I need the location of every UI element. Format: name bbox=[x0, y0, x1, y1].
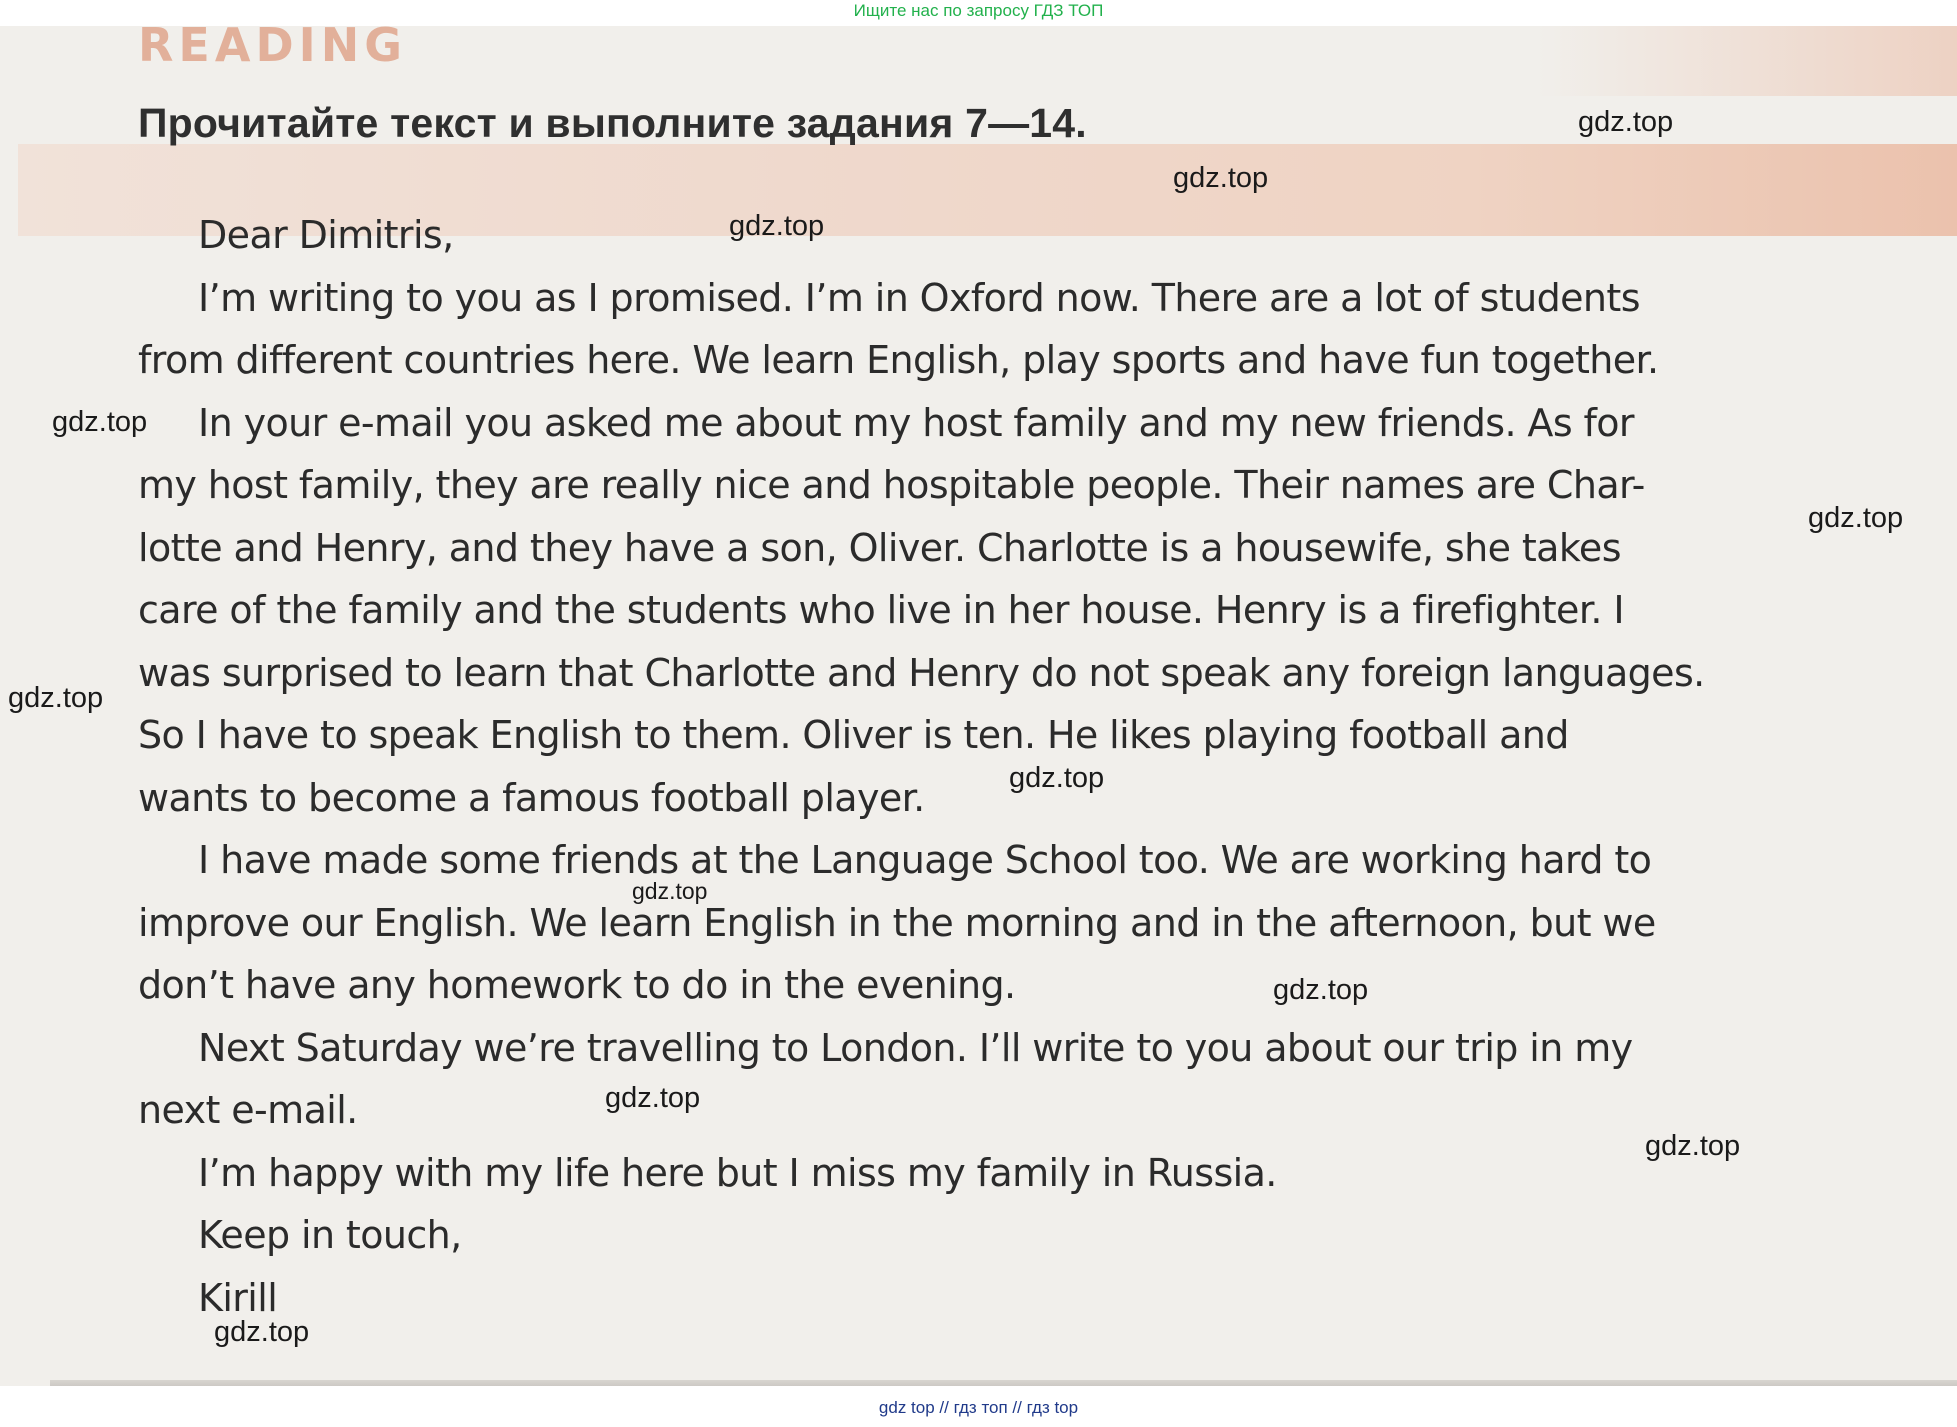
letter-line: So I have to speak English to them. Oliver is ten. He likes playing football and bbox=[138, 713, 1569, 757]
watermark: gdz.top bbox=[1645, 1130, 1741, 1162]
watermark: gdz.top bbox=[1273, 974, 1369, 1006]
page-bottom-rule bbox=[50, 1380, 1957, 1386]
letter-signature: Kirill bbox=[198, 1275, 278, 1320]
letter-line: I’m happy with my life here but I miss my family in Russia. bbox=[198, 1150, 1277, 1195]
watermark: gdz.top bbox=[729, 210, 825, 242]
letter-line: I have made some friends at the Language School too. We are working hard to bbox=[198, 838, 1652, 882]
footer-watermark: gdz top // гдз топ // гдз top bbox=[878, 1398, 1079, 1417]
watermark: gdz.top bbox=[605, 1082, 701, 1114]
letter-line: In your e-mail you asked me about my host family and my new friends. As for bbox=[198, 400, 1634, 445]
letter-closing: Keep in touch, bbox=[198, 1213, 462, 1257]
watermark: gdz.top bbox=[1578, 106, 1674, 138]
letter-line: I’m writing to you as I promised. I’m in Oxford now. There are a lot of students bbox=[198, 275, 1640, 320]
watermark: gdz.top bbox=[1173, 162, 1269, 194]
letter-text bbox=[138, 204, 1838, 1329]
letter-line: improve our English. We learn English in the morning and in the afternoon, but we bbox=[138, 900, 1656, 945]
task-heading: Прочитайте текст и выполните задания 7—14. bbox=[138, 100, 1087, 146]
letter-greeting: Dear Dimitris, bbox=[198, 213, 454, 257]
watermark: gdz.top bbox=[1808, 502, 1904, 534]
progress-check-header-bleed bbox=[1537, 26, 1957, 96]
letter-line: my host family, they are really nice and hospitable people. Their names are Char- bbox=[138, 463, 1645, 507]
letter-line: care of the family and the students who live in her house. Henry is a firefighter. I bbox=[138, 588, 1624, 632]
letter-line: don’t have any homework to do in the evening. bbox=[138, 963, 1016, 1007]
textbook-page bbox=[0, 26, 1957, 1386]
letter-line: lotte and Henry, and they have a son, Oliver. Charlotte is a housewife, she takes bbox=[138, 525, 1621, 570]
watermark: gdz.top bbox=[632, 878, 708, 904]
watermark: gdz.top bbox=[8, 682, 104, 714]
watermark: gdz.top bbox=[214, 1316, 310, 1348]
letter-line: wants to become a famous football player. bbox=[138, 775, 925, 820]
letter-line: from different countries here. We learn English, play sports and have fun together. bbox=[138, 338, 1659, 382]
watermark: gdz.top bbox=[52, 406, 148, 438]
top-banner-note[interactable]: Ищите нас по запросу ГДЗ ТОП bbox=[853, 1, 1104, 20]
watermark: gdz.top bbox=[1009, 762, 1105, 794]
letter-line: Next Saturday we’re travelling to London. I’ll write to you about our trip in my bbox=[198, 1025, 1633, 1070]
letter-line: next e-mail. bbox=[138, 1088, 358, 1132]
letter-line: was surprised to learn that Charlotte and Henry do not speak any foreign languages. bbox=[138, 650, 1705, 695]
section-label: READING bbox=[138, 26, 407, 72]
